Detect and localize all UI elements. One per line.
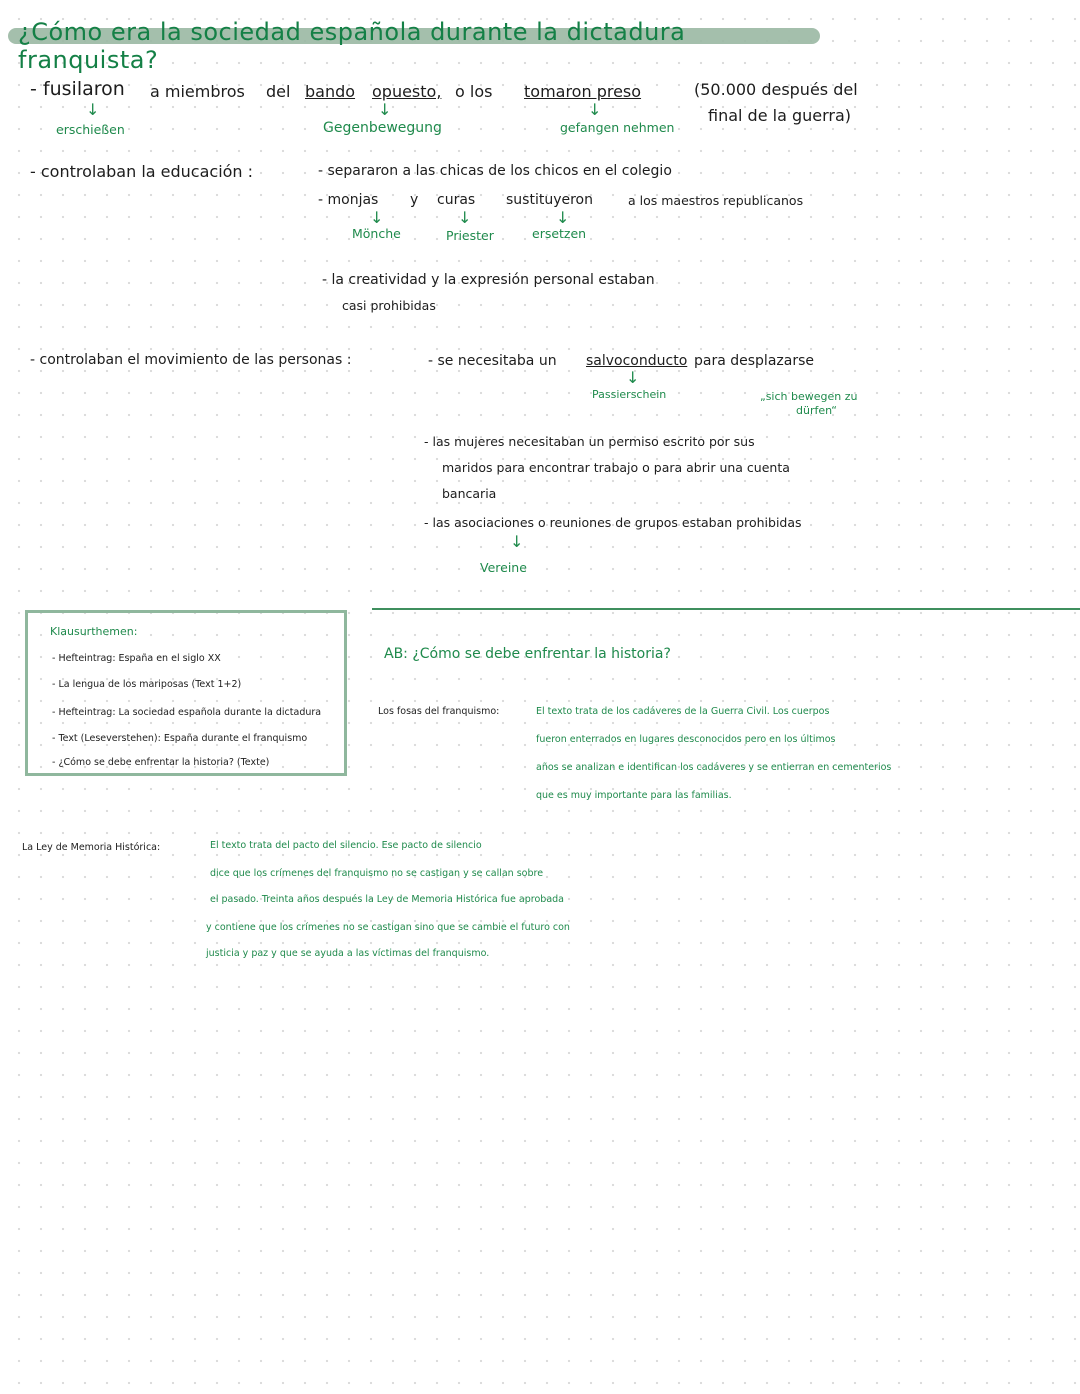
row3-label: - controlaban el movimiento de las personas : bbox=[30, 352, 352, 368]
row1-o-los: o los bbox=[455, 82, 493, 101]
arrow-down-icon: ↓ bbox=[510, 532, 524, 551]
row3-item2-line2: maridos para encontrar trabajo o para abrir una cuenta bbox=[442, 460, 790, 475]
row2-item1: - separaron a las chicas de los chicos en el colegio bbox=[318, 163, 672, 179]
translation-monche: Mönche bbox=[352, 226, 401, 241]
row2-item2a: - monjas bbox=[318, 192, 379, 208]
row2-item2e: a los maestros republicanos bbox=[628, 193, 804, 208]
row2-item3-line2: casi prohibidas bbox=[342, 298, 436, 313]
ley-line: y contiene que los crímenes no se castigan sino que se cambie el futuro con bbox=[206, 922, 570, 933]
row2-item2d: sustituyeron bbox=[506, 192, 593, 208]
arrow-down-icon: ↓ bbox=[86, 100, 100, 119]
translation-passierschein: Passierschein bbox=[592, 388, 667, 401]
topics-item: - Text (Leseverstehen): España durante el franquismo bbox=[52, 733, 308, 744]
row1-a-miembros: a miembros bbox=[150, 82, 245, 101]
arrow-down-icon: ↓ bbox=[370, 208, 384, 227]
row3-item1a: - se necesitaba un bbox=[428, 353, 557, 369]
translation-vereine: Vereine bbox=[480, 560, 527, 575]
topics-item: - ¿Cómo se debe enfrentar la historia? (Texte) bbox=[52, 757, 270, 768]
ley-label: La Ley de Memoria Histórica: bbox=[22, 842, 161, 853]
arrow-down-icon: ↓ bbox=[588, 100, 602, 119]
row3-item3: - las asociaciones o reuniones de grupos estaban prohibidas bbox=[424, 515, 802, 530]
translation-priester: Priester bbox=[446, 228, 494, 243]
row1-fusilaron: - fusilaron bbox=[30, 78, 125, 100]
row1-del: del bbox=[266, 82, 291, 101]
fosas-line: fueron enterrados en lugares desconocidos pero en los últimos bbox=[536, 734, 836, 745]
ley-line: dice que los crímenes del franquismo no se castigan y se callan sobre bbox=[210, 868, 544, 879]
ley-line: El texto trata del pacto del silencio. Ese pacto de silencio bbox=[210, 840, 482, 851]
page-title: ¿Cómo era la sociedad española durante la dictadura franquista? bbox=[18, 18, 686, 74]
row3-item1b: salvoconducto bbox=[586, 353, 688, 369]
row1-opuesto: opuesto, bbox=[372, 82, 442, 101]
section-divider bbox=[372, 608, 1080, 610]
topics-item: - Hefteintrag: La sociedad española durante la dictadura bbox=[52, 707, 322, 718]
translation-sich-bewegen-1: „sich bewegen zu bbox=[760, 390, 858, 403]
row2-item3-line1: - la creatividad y la expresión personal estaban bbox=[322, 272, 655, 288]
row1-note-line2: final de la guerra) bbox=[708, 106, 852, 125]
row2-item2b: y bbox=[410, 192, 419, 208]
translation-sich-bewegen-2: dürfen“ bbox=[796, 404, 837, 417]
ab-heading: AB: ¿Cómo se debe enfrentar la historia? bbox=[384, 646, 671, 662]
row3-item1c: para desplazarse bbox=[694, 353, 814, 369]
topics-item: - La lengua de los mariposas (Text 1+2) bbox=[52, 679, 242, 690]
translation-ersetzen: ersetzen bbox=[532, 226, 587, 241]
arrow-down-icon: ↓ bbox=[458, 208, 472, 227]
translation-gegenbewegung: Gegenbewegung bbox=[323, 120, 442, 136]
topics-item: - Hefteintrag: España en el siglo XX bbox=[52, 653, 221, 664]
title-banner bbox=[8, 18, 820, 74]
fosas-line: años se analizan e identifican los cadáveres y se entierran en cementerios bbox=[536, 762, 892, 773]
row1-note-line1: (50.000 después del bbox=[694, 80, 858, 99]
row3-item2-line1: - las mujeres necesitaban un permiso escrito por sus bbox=[424, 434, 755, 449]
row1-bando: bando bbox=[305, 82, 356, 101]
row3-item2-line3: bancaria bbox=[442, 486, 497, 501]
ley-line: el pasado. Treinta años después la Ley de Memoria Histórica fue aprobada bbox=[210, 894, 564, 905]
topics-heading: Klausurthemen: bbox=[50, 625, 138, 638]
arrow-down-icon: ↓ bbox=[378, 100, 392, 119]
exam-topics-box bbox=[25, 610, 347, 776]
ley-line: justicia y paz y que se ayuda a las víctimas del franquismo. bbox=[206, 948, 490, 959]
row2-label: - controlaban la educación : bbox=[30, 162, 254, 181]
row2-item2c: curas bbox=[437, 192, 476, 208]
fosas-line: El texto trata de los cadáveres de la Guerra Civil. Los cuerpos bbox=[536, 706, 830, 717]
fosas-line: que es muy importante para las familias. bbox=[536, 790, 732, 801]
translation-gefangen: gefangen nehmen bbox=[560, 120, 675, 135]
fosas-label: Los fosas del franquismo: bbox=[378, 706, 500, 717]
row1-tomaron-preso: tomaron preso bbox=[524, 82, 642, 101]
arrow-down-icon: ↓ bbox=[556, 208, 570, 227]
arrow-down-icon: ↓ bbox=[626, 368, 640, 387]
translation-erschiessen: erschießen bbox=[56, 122, 125, 137]
